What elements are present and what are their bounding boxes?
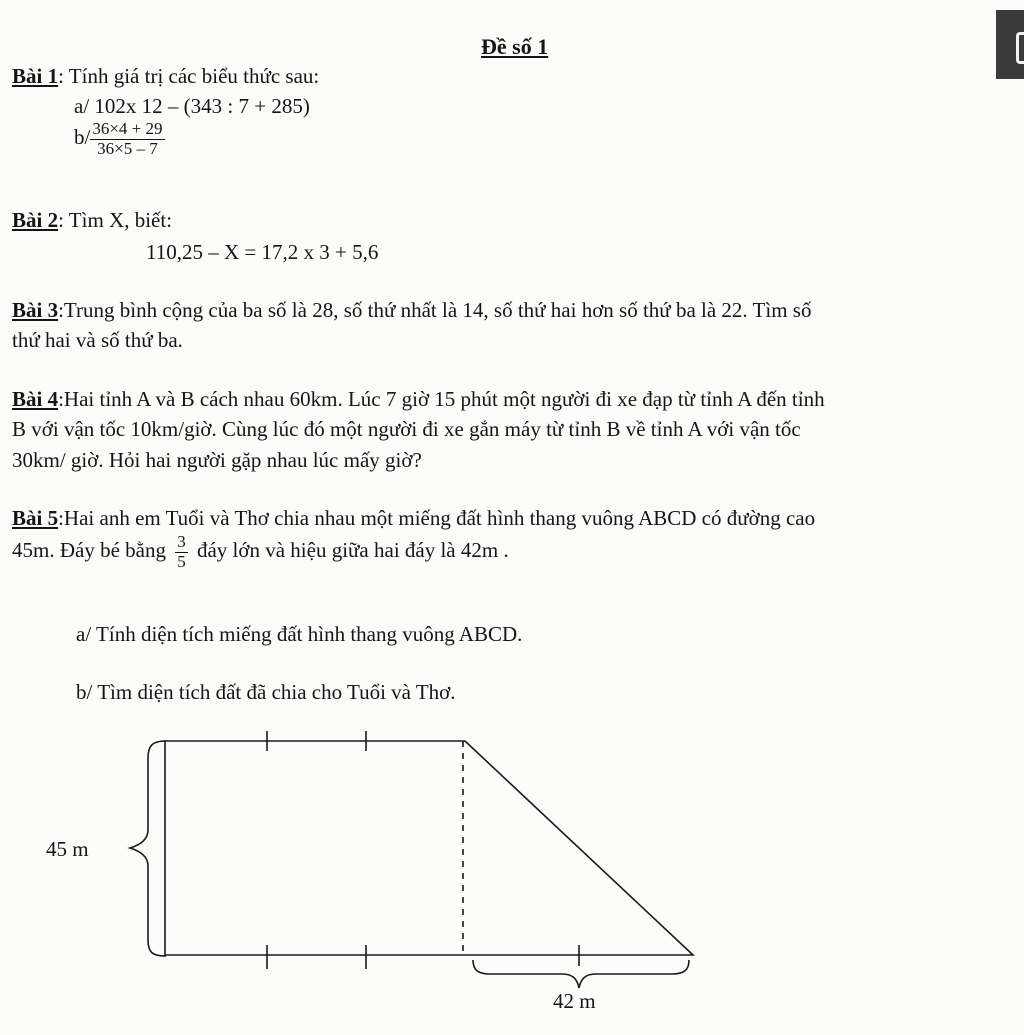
bai1-label: Bài 1	[12, 64, 59, 88]
height-label: 45 m	[46, 837, 89, 861]
bai5-b: b/ Tìm diện tích đất đã chia cho Tuổi và Thơ.	[76, 680, 456, 704]
bai5-label: Bài 5	[12, 506, 59, 530]
bai5-line2-before: 45m. Đáy bé bằng	[12, 538, 166, 562]
bai1-b-denominator: 36×5 – 7	[97, 138, 158, 158]
trapezoid-outline	[165, 741, 693, 955]
bai5-text: :Hai anh em Tuổi và Thơ chia nhau một miếng đất hình thang vuông ABCD có đường cao	[58, 506, 816, 530]
bai5-frac-den: 5	[177, 551, 186, 571]
bai1-b-numerator: 36×4 + 29	[92, 119, 163, 138]
bai3-line2: thứ hai và số thứ ba.	[12, 328, 183, 352]
bai4-line2: B với vận tốc 10km/giờ. Cùng lúc đó một người đi xe gắn máy từ tỉnh B về tỉnh A với vận tốc	[12, 417, 801, 441]
bai3-label: Bài 3	[12, 298, 59, 322]
bai2-label: Bài 2	[12, 208, 59, 232]
bai1-a-expr: 102x 12 – (343 : 7 + 285)	[94, 94, 310, 118]
diff-label: 42 m	[553, 989, 596, 1013]
bai3-text: :Trung bình cộng của ba số là 28, số thứ nhất là 14, số thứ hai hơn số thứ ba là 22. Tìm số	[58, 298, 812, 322]
bai1-b-prefix: b/	[74, 125, 91, 149]
bai4-line3: 30km/ giờ. Hỏi hai người gặp nhau lúc mấy giờ?	[12, 448, 422, 472]
bai5-line2-after: đáy lớn và hiệu giữa hai đáy là 42m .	[196, 538, 509, 562]
bai5-frac-num: 3	[177, 532, 186, 551]
bai5-a: a/ Tính diện tích miếng đất hình thang vuông ABCD.	[76, 622, 523, 646]
bai1-text: : Tính giá trị các biểu thức sau:	[58, 64, 320, 88]
page-title: Đề số 1	[481, 34, 549, 59]
bottom-brace	[473, 960, 689, 988]
left-brace	[130, 741, 166, 956]
bai4-text: :Hai tỉnh A và B cách nhau 60km. Lúc 7 giờ 15 phút một người đi xe đạp từ tỉnh A đến tỉnh	[58, 387, 825, 411]
bai2-expr: 110,25 – X = 17,2 x 3 + 5,6	[146, 240, 379, 264]
bai2-text: : Tìm X, biết:	[58, 208, 173, 232]
bai1-a-prefix: a/	[74, 94, 90, 118]
bai4-label: Bài 4	[12, 387, 59, 411]
